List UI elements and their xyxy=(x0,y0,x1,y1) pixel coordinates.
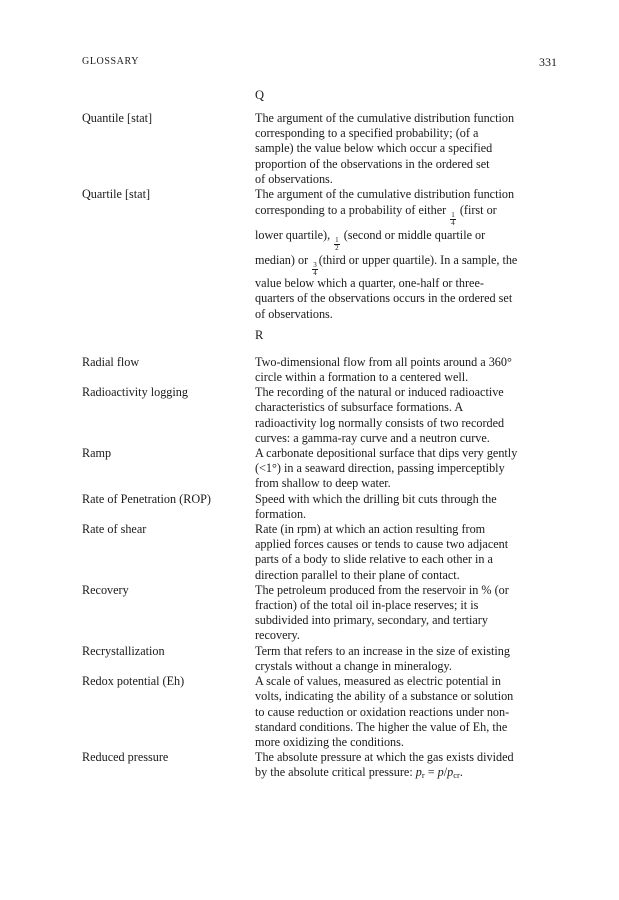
formula-p: p xyxy=(437,765,444,780)
text-run: lower quartile), xyxy=(255,228,334,243)
page-header xyxy=(82,56,557,72)
glossary-entry xyxy=(82,111,562,187)
glossary-entry xyxy=(82,385,562,446)
definition-line: sample) the value below which occur a specified xyxy=(255,141,493,156)
definition-line: Rate (in rpm) at which an action resulting from xyxy=(255,522,486,537)
definition-line: applied forces causes or tends to cause two adjacent xyxy=(255,537,509,552)
definition-line: circle within a formation to a centered well. xyxy=(255,370,469,385)
definition-line: Speed with which the drilling bit cuts through the xyxy=(255,491,497,506)
definition-line: The argument of the cumulative distribution function xyxy=(255,187,515,202)
definition-line: subdivided into primary, secondary, and tertiary xyxy=(255,613,488,628)
definition-line: A scale of values, measured as electric potential in xyxy=(255,674,502,689)
definition-line: (<1°) in a seaward direction, passing imperceptibly xyxy=(255,461,505,476)
definition-line: parts of a body to slide relative to each other in a xyxy=(255,552,493,567)
fraction-numerator: 3 xyxy=(313,261,317,270)
fraction-three-quarters xyxy=(312,262,318,276)
fraction-denominator: 4 xyxy=(313,268,317,277)
section-letter-q: Q xyxy=(255,88,265,102)
text-run: corresponding to a probability of either xyxy=(255,203,450,218)
fraction-denominator: 4 xyxy=(451,218,455,227)
glossary-entry xyxy=(82,674,562,750)
formula-p: p xyxy=(447,765,454,780)
text-run: (second or middle quartile or xyxy=(340,228,486,243)
entry-definition xyxy=(255,187,557,322)
entry-term: Quantile [stat] xyxy=(82,111,153,125)
fraction-one-half xyxy=(334,237,340,251)
entry-definition xyxy=(255,583,557,644)
definition-line: A carbonate depositional surface that dips very gently xyxy=(255,446,518,461)
entry-definition xyxy=(255,522,557,583)
running-title: GLOSSARY xyxy=(82,56,140,67)
definition-line: characteristics of subsurface formations. A xyxy=(255,400,464,415)
definition-line: The petroleum produced from the reservoir in % (or xyxy=(255,582,509,597)
text-run: (first or xyxy=(456,203,497,218)
formula-subscript: cr xyxy=(453,770,460,781)
glossary-entry xyxy=(82,187,562,322)
entry-definition xyxy=(255,750,557,783)
definition-line: The recording of the natural or induced radioactive xyxy=(255,385,504,400)
definition-line: radioactivity log normally consists of two recorded xyxy=(255,415,505,430)
formula-subscript: r xyxy=(421,770,425,781)
text-run: by the absolute critical pressure: xyxy=(255,765,416,780)
definition-line: from shallow to deep water. xyxy=(255,476,391,491)
definition-line: value below which a quarter, one-half or three- xyxy=(255,276,484,291)
entry-term: Rate of shear xyxy=(82,522,147,537)
entry-definition xyxy=(255,111,557,187)
definition-line: to cause reduction or oxidation reactions under non- xyxy=(255,704,510,719)
definition-line: volts, indicating the ability of a substance or solution xyxy=(255,689,514,704)
entry-definition xyxy=(255,644,557,674)
formula-equals: = xyxy=(424,765,438,780)
definition-line: Term that refers to an increase in the size of existing xyxy=(255,643,510,658)
fraction-numerator: 1 xyxy=(335,236,339,245)
formula-slash: / xyxy=(443,765,448,780)
definition-line: of observations. xyxy=(255,306,333,321)
glossary-entry xyxy=(82,355,562,385)
entry-definition xyxy=(255,492,557,522)
entry-term: Rate of Penetration (ROP) xyxy=(82,491,211,506)
definition-line: proportion of the observations in the ordered set xyxy=(255,156,490,171)
definition-line: recovery. xyxy=(255,628,300,643)
entry-term: Ramp xyxy=(82,446,112,461)
entry-term: Radial flow xyxy=(82,354,140,369)
glossary-entries xyxy=(82,88,562,784)
definition-line: standard conditions. The higher the value of Eh, the xyxy=(255,719,508,734)
formula-period: . xyxy=(459,765,463,780)
formula-p: p xyxy=(415,765,422,780)
entry-term: Recovery xyxy=(82,582,129,597)
definition-line: corresponding to a specified probability; (of a xyxy=(255,126,479,141)
entry-definition xyxy=(255,385,557,446)
glossary-entry xyxy=(82,522,562,583)
text-run: (third or upper quartile). In a sample, the xyxy=(318,253,518,268)
definition-line xyxy=(255,251,557,276)
glossary-entry xyxy=(82,583,562,644)
definition-line: formation. xyxy=(255,506,307,521)
definition-line: The absolute pressure at which the gas exists divided xyxy=(255,750,514,765)
section-letter-r: R xyxy=(255,327,264,342)
definition-line: Two-dimensional flow from all points around a 360° xyxy=(255,354,512,369)
definition-line xyxy=(255,765,557,783)
text-run: median) or xyxy=(255,253,312,268)
definition-line: The argument of the cumulative distribution function xyxy=(255,111,515,125)
glossary-entry xyxy=(82,644,562,674)
glossary-entry xyxy=(82,750,562,783)
glossary-entry xyxy=(82,492,562,522)
definition-line: more oxidizing the conditions. xyxy=(255,734,404,749)
fraction-numerator: 1 xyxy=(451,211,455,220)
definition-line: crystals without a change in mineralogy. xyxy=(255,658,452,673)
entry-definition xyxy=(255,355,557,385)
entry-term: Quartile [stat] xyxy=(82,187,151,202)
fraction-denominator: 2 xyxy=(335,243,339,252)
definition-line: of observations. xyxy=(255,171,333,186)
definition-line xyxy=(255,226,557,251)
entry-definition xyxy=(255,446,557,492)
definition-line: fraction) of the total oil in-place reserves; it is xyxy=(255,598,479,613)
entry-term: Recrystallization xyxy=(82,643,165,658)
glossary-entry xyxy=(82,446,562,492)
fraction-one-quarter xyxy=(450,212,456,226)
definition-line: curves: a gamma-ray curve and a neutron curve. xyxy=(255,430,490,445)
entry-term: Radioactivity logging xyxy=(82,385,188,400)
definition-line: direction parallel to their plane of contact. xyxy=(255,567,460,582)
definition-line xyxy=(255,202,557,226)
entry-definition xyxy=(255,674,557,750)
page-number: 331 xyxy=(539,55,557,69)
entry-term: Redox potential (Eh) xyxy=(82,674,185,689)
definition-line: quarters of the observations occurs in the ordered set xyxy=(255,291,513,306)
entry-term: Reduced pressure xyxy=(82,750,169,765)
